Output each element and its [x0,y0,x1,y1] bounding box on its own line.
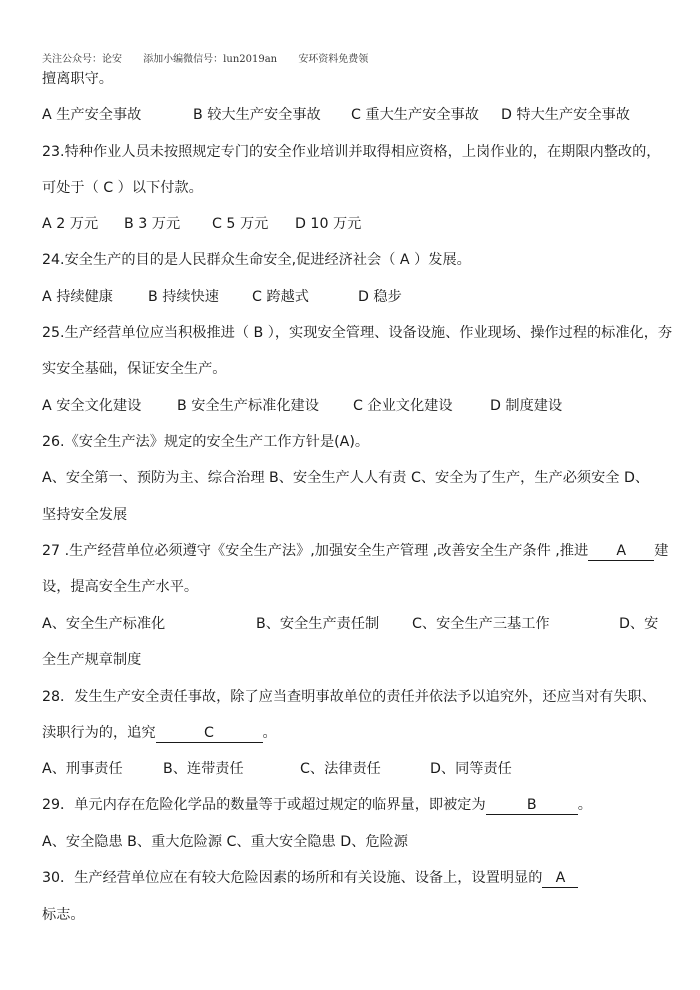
q23-option-a: A 2 万元 [42,216,99,232]
header-follow: 关注公众号：论安 [42,54,122,65]
q27-option-d: D、安 [619,616,659,632]
q23-option-b: B 3 万元 [124,216,181,232]
q23-option-d: D 10 万元 [295,216,362,232]
q24-option-b: B 持续快速 [148,289,219,305]
q25-option-b: B 安全生产标准化建设 [177,398,319,414]
q27-option-b: B、安全生产责任制 [256,616,380,632]
header-wechat: 添加小编微信号：lun2019an [143,54,278,65]
q22-tail: 擅离职守。 [42,71,113,87]
q28-question-text: 渎职行为的，追究 [42,725,156,741]
q25-option-c: C 企业文化建设 [353,398,453,414]
q29-options: A、安全隐患 B、重大危险源 C、重大安全隐患 D、危险源 [42,834,408,850]
q25-question-line1: 25.生产经营单位应当积极推进（ B ），实现安全管理、设备设施、作业现场、操作过程的标准化，夯 [42,325,673,341]
q25-option-d: D 制度建设 [490,398,563,414]
q27-options-tail: 全生产规章制度 [42,652,142,668]
q30-answer-blank: A [542,870,578,888]
q28-question-line2 [42,724,277,743]
q27-question-line1 [42,542,668,561]
q28-option-a: A、刑事责任 [42,761,123,777]
q24-options [42,288,402,306]
q27-question-text: 27 .生产经营单位必须遵守《安全生产法》,加强安全生产管理 ,改善安全生产条件 ,推进 [42,543,589,559]
q24-option-c: C 跨越式 [252,289,309,305]
q30-question-text: 30．生产经营单位应在有较大危险因素的场所和有关设施、设备上，设置明显的 [42,870,543,886]
q26-options-line2: 坚持安全发展 [42,507,128,523]
q22-option-b: B 较大生产安全事故 [193,107,321,123]
q29-answer-blank: B [486,797,578,815]
q23-question-line1: 23.特种作业人员未按照规定专门的安全作业培训并取得相应资格，上岗作业的，在期限内整改的， [42,144,661,160]
q29-question-tail: 。 [577,797,592,813]
q25-options [42,397,562,415]
q28-option-d: D、同等责任 [430,761,512,777]
q27-option-a: A、安全生产标准化 [42,616,166,632]
q25-option-a: A 安全文化建设 [42,398,142,414]
q24-option-d: D 稳步 [358,289,402,305]
q27-option-c: C、安全生产三基工作 [412,616,550,632]
q24-option-a: A 持续健康 [42,289,113,305]
q26-question: 26.《安全生产法》规定的安全生产工作方针是(A)。 [42,434,370,450]
q28-option-b: B、连带责任 [163,761,244,777]
q22-options [42,106,630,124]
q23-options [42,215,361,233]
q24-question: 24.安全生产的目的是人民群众生命安全,促进经济社会（ A ）发展。 [42,252,471,268]
q25-question-line2: 实安全基础，保证安全生产。 [42,361,227,377]
q29-question-text: 29．单元内存在危险化学品的数量等于或超过规定的临界量，即被定为 [42,797,486,813]
q27-question-line2: 设，提高安全生产水平。 [42,579,199,595]
page-header [42,50,386,65]
q29-question [42,796,592,815]
q26-options-line1: A、安全第一、预防为主、综合治理 B、安全生产人人有责 C、安全为了生产，生产必须安全 D、 [42,470,650,486]
q28-option-c: C、法律责任 [300,761,381,777]
q27-question-tail: 建 [654,543,669,559]
q23-option-c: C 5 万元 [212,216,269,232]
q23-question-line2: 可处于（ C ）以下付款。 [42,180,203,196]
q28-question-tail: 。 [262,725,277,741]
q27-answer-blank: A [588,543,654,561]
q30-question-tail: 标志。 [42,907,85,923]
q28-options [42,760,512,778]
q22-option-d: D 特大生产安全事故 [501,107,630,123]
q22-option-a: A 生产安全事故 [42,107,142,123]
q28-question-line1: 28．发生生产安全责任事故，除了应当查明事故单位的责任并依法予以追究外，还应当对有失职、 [42,689,656,705]
q28-answer-blank: C [156,725,263,743]
q27-options [42,615,658,633]
q30-question [42,869,578,888]
header-free: 安环资料免费领 [298,54,369,65]
q22-option-c: C 重大生产安全事故 [351,107,479,123]
